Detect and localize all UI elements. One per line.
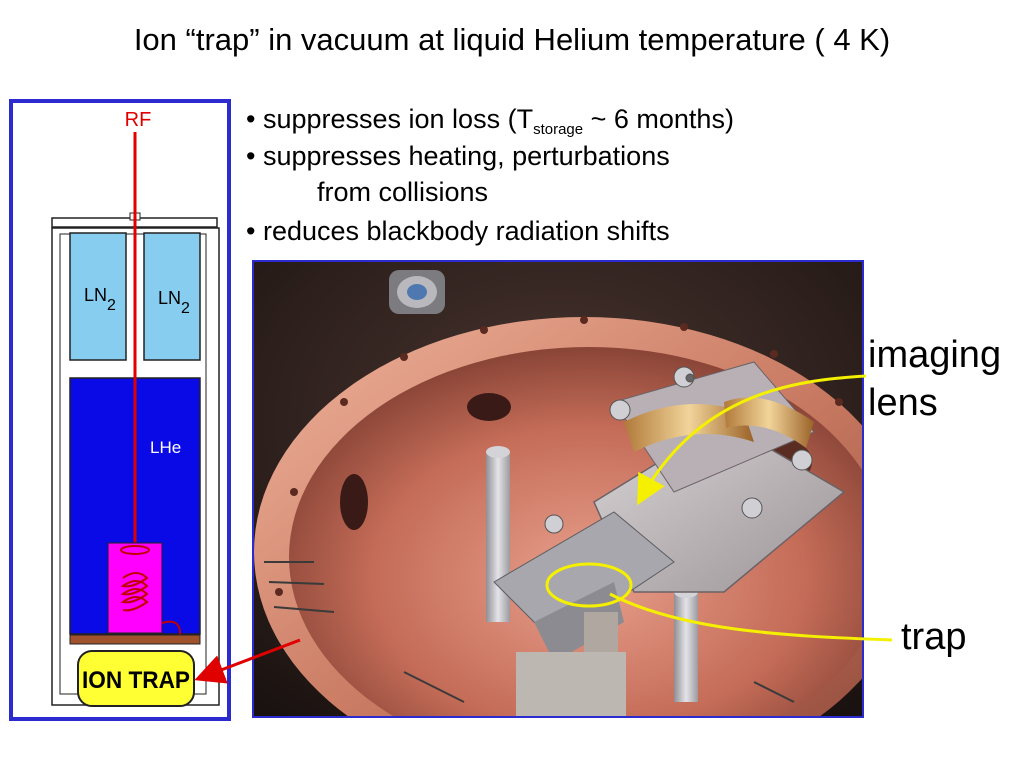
rf-label: RF [124, 109, 152, 131]
cold-plate [70, 635, 200, 644]
ln2-right-main: LN [158, 288, 182, 308]
bullet-ion-loss [246, 104, 734, 138]
ion-trap-label: ION TRAP [82, 667, 190, 694]
apparatus-photo [252, 260, 864, 718]
bullet-ion-loss-pre: • suppresses ion loss (T [246, 104, 534, 134]
lhe-label: LHe [150, 438, 182, 457]
rf-coil-housing [108, 543, 162, 633]
top-screw [389, 270, 445, 314]
lower-connector-block [516, 652, 626, 716]
bullet-heating: • suppresses heating, perturbations [246, 141, 670, 171]
bullet-blackbody: • reduces blackbody radiation shifts [246, 216, 670, 246]
ln2-left-main: LN [84, 285, 108, 305]
bullet-heating-continued: from collisions [317, 177, 489, 207]
bullet-ion-loss-post: ~ 6 months) [583, 104, 734, 134]
ln2-left-sub: 2 [107, 297, 116, 314]
ln2-right-sub: 2 [181, 300, 190, 317]
apparatus-photo-illustration [254, 262, 862, 716]
wall-port-left [340, 474, 368, 530]
imaging-lens-label-line2: lens [868, 382, 938, 424]
wall-port-upper [467, 393, 511, 421]
cryostat-schematic [8, 98, 232, 722]
slide-title: Ion “trap” in vacuum at liquid Helium temperature ( 4 K) [133, 22, 891, 57]
storage-subscript: storage [533, 121, 584, 138]
imaging-lens-label-line1: imaging [868, 334, 1002, 376]
trap-label: trap [901, 616, 967, 658]
